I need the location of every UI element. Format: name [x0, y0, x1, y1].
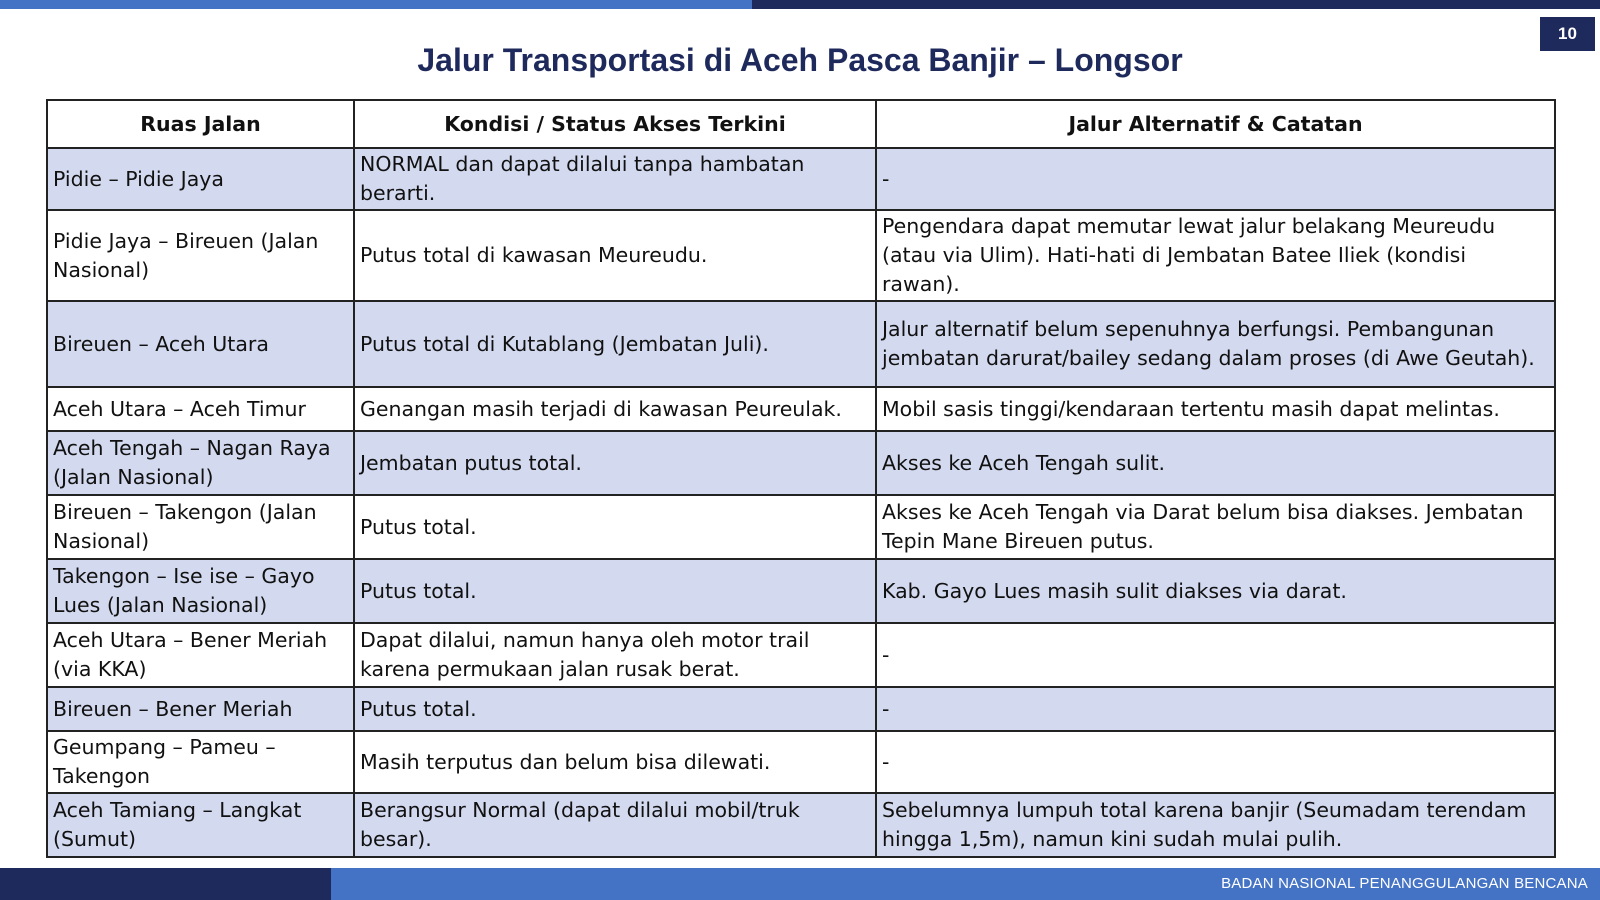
status-cell: Putus total. — [354, 559, 876, 623]
route-cell: Bireuen – Aceh Utara — [47, 301, 354, 387]
status-cell: Berangsur Normal (dapat dilalui mobil/truk besar). — [354, 793, 876, 857]
table-row — [47, 687, 1555, 731]
notes-cell: - — [876, 148, 1555, 210]
route-cell: Bireuen – Takengon (Jalan Nasional) — [47, 495, 354, 559]
table-row — [47, 210, 1555, 301]
table-row — [47, 495, 1555, 559]
status-cell: Jembatan putus total. — [354, 431, 876, 495]
route-cell: Aceh Utara – Bener Meriah (via KKA) — [47, 623, 354, 687]
page-number-badge: 10 — [1540, 17, 1595, 51]
bottom-accent-bar-navy — [0, 868, 331, 900]
route-cell: Aceh Tamiang – Langkat (Sumut) — [47, 793, 354, 857]
notes-cell: - — [876, 687, 1555, 731]
status-cell: Genangan masih terjadi di kawasan Peureulak. — [354, 387, 876, 431]
routes-table — [46, 99, 1556, 858]
route-cell: Pidie – Pidie Jaya — [47, 148, 354, 210]
table-header-row — [47, 100, 1555, 148]
header-status: Kondisi / Status Akses Terkini — [354, 100, 876, 148]
route-cell: Aceh Tengah – Nagan Raya (Jalan Nasional) — [47, 431, 354, 495]
status-cell: Dapat dilalui, namun hanya oleh motor trail karena permukaan jalan rusak berat. — [354, 623, 876, 687]
status-cell: Putus total di Kutablang (Jembatan Juli). — [354, 301, 876, 387]
route-cell: Takengon – Ise ise – Gayo Lues (Jalan Nasional) — [47, 559, 354, 623]
notes-cell: - — [876, 731, 1555, 793]
status-cell: Putus total. — [354, 495, 876, 559]
notes-cell: Akses ke Aceh Tengah via Darat belum bisa diakses. Jembatan Tepin Mane Bireuen putus. — [876, 495, 1555, 559]
table-row — [47, 559, 1555, 623]
notes-cell: Pengendara dapat memutar lewat jalur belakang Meureudu (atau via Ulim). Hati-hati di Jembatan Batee Iliek (kondisi rawan). — [876, 210, 1555, 301]
top-accent-bar-navy — [752, 0, 1600, 9]
table-row — [47, 148, 1555, 210]
route-cell: Geumpang – Pameu – Takengon — [47, 731, 354, 793]
header-route: Ruas Jalan — [47, 100, 354, 148]
notes-cell: Jalur alternatif belum sepenuhnya berfungsi. Pembangunan jembatan darurat/bailey sedang dalam proses (di Awe Geutah). — [876, 301, 1555, 387]
notes-cell: Sebelumnya lumpuh total karena banjir (Seumadam terendam hingga 1,5m), namun kini sudah mulai pulih. — [876, 793, 1555, 857]
route-cell: Bireuen – Bener Meriah — [47, 687, 354, 731]
table-row — [47, 731, 1555, 793]
table-row — [47, 301, 1555, 387]
table-row — [47, 387, 1555, 431]
notes-cell: - — [876, 623, 1555, 687]
top-accent-bar-blue — [0, 0, 752, 9]
route-cell: Pidie Jaya – Bireuen (Jalan Nasional) — [47, 210, 354, 301]
notes-cell: Akses ke Aceh Tengah sulit. — [876, 431, 1555, 495]
status-cell: Masih terputus dan belum bisa dilewati. — [354, 731, 876, 793]
status-cell: Putus total di kawasan Meureudu. — [354, 210, 876, 301]
table-row — [47, 431, 1555, 495]
notes-cell: Kab. Gayo Lues masih sulit diakses via darat. — [876, 559, 1555, 623]
table-row — [47, 623, 1555, 687]
routes-table-container — [46, 99, 1554, 858]
status-cell: Putus total. — [354, 687, 876, 731]
status-cell: NORMAL dan dapat dilalui tanpa hambatan berarti. — [354, 148, 876, 210]
header-notes: Jalur Alternatif & Catatan — [876, 100, 1555, 148]
page-title: Jalur Transportasi di Aceh Pasca Banjir – Longsor — [417, 42, 1183, 78]
notes-cell: Mobil sasis tinggi/kendaraan tertentu masih dapat melintas. — [876, 387, 1555, 431]
table-row — [47, 793, 1555, 857]
route-cell: Aceh Utara – Aceh Timur — [47, 387, 354, 431]
footer-organization: BADAN NASIONAL PENANGGULANGAN BENCANA — [1221, 875, 1588, 892]
